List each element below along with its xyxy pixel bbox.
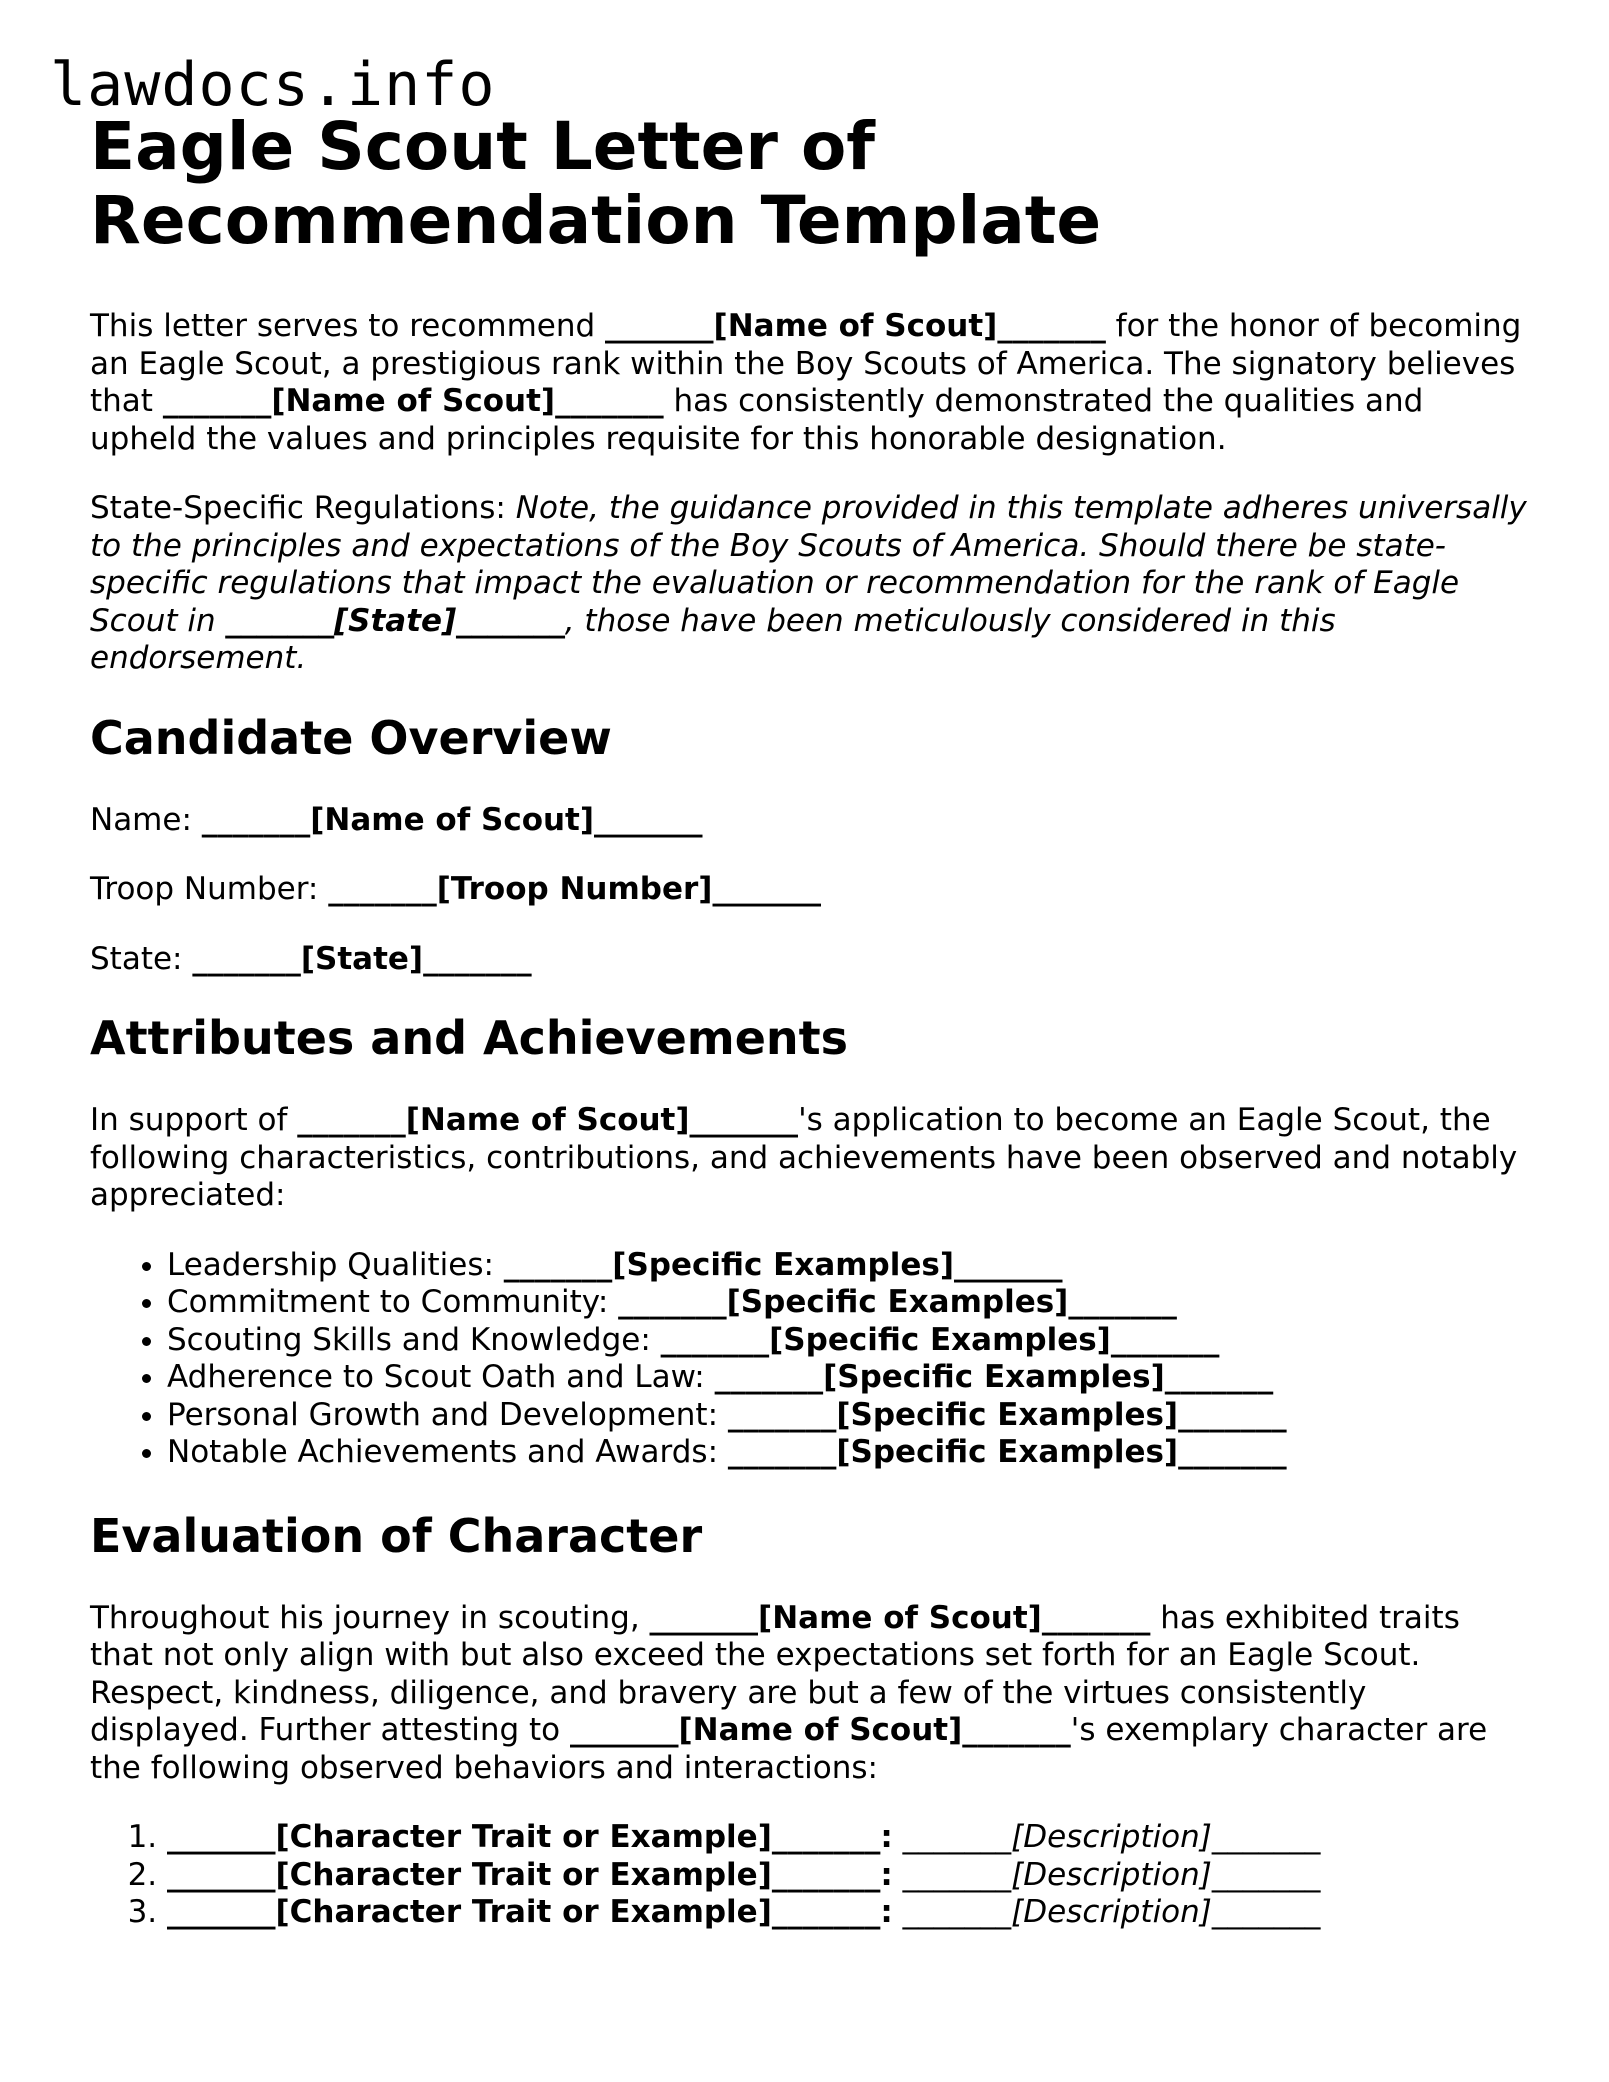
item-value: _______[Specific Examples]_______ — [618, 1284, 1177, 1320]
scout-name-field: _______[Name of Scout]_______ — [605, 308, 1106, 344]
intro-text-3: has consistently demonstrated the qualities and upheld the values and principles requisite for this honorable designation. — [90, 383, 1424, 457]
item-label: Notable Achievements and Awards: — [167, 1434, 728, 1470]
blank-line: _______ — [1211, 1894, 1321, 1930]
description-field: [Description] — [1011, 1819, 1212, 1855]
blank-line: _______ — [902, 1856, 1012, 1893]
field-label: Troop Number: — [90, 871, 329, 907]
character-text-1: Throughout his journey in scouting, — [90, 1599, 650, 1636]
list-item — [167, 1819, 1530, 1857]
attributes-text-2: 's application to become an Eagle Scout, the following characteristics, contributions, and achievements have been observed and notably appreciated: — [90, 1102, 1518, 1213]
intro-text-2: for the honor of becoming an Eagle Scout, a prestigious rank within the Boy Scouts of America. The signatory believes that — [90, 308, 1522, 419]
character-paragraph — [90, 1600, 1530, 1788]
item-label: Scouting Skills and Knowledge: — [167, 1321, 661, 1358]
description-field: [Description] — [1011, 1856, 1212, 1893]
blank-line: _______ — [1211, 1819, 1321, 1855]
item-value: _______[Specific Examples]_______ — [503, 1246, 1063, 1283]
scout-name-field: _______[Name of Scout]_______ — [162, 383, 664, 419]
intro-text-1: This letter serves to recommend — [90, 308, 606, 344]
candidate-troop-row — [90, 871, 1530, 909]
character-text-2: has exhibited traits that not only align with but also exceed the expectations set forth for an Eagle Scout. Respect, kindness, diligence, and bravery are but a few of the virtues consistently displayed. Further attesting to — [90, 1599, 1460, 1748]
scout-name-field: _______[Name of Scout]_______ — [297, 1102, 799, 1138]
state-regulations-note-end: , those have been meticulously considered in this endorsement. — [90, 602, 1336, 676]
item-value: _______[Specific Examples]_______ — [727, 1396, 1287, 1433]
list-item — [167, 1359, 1530, 1397]
page-title: Eagle Scout Letter of Recommendation Template — [90, 108, 1102, 259]
field-label: Name: — [90, 801, 202, 838]
list-item — [167, 1894, 1530, 1932]
list-item — [167, 1857, 1530, 1895]
trait-field: _______[Character Trait or Example]_______: — [167, 1894, 893, 1930]
list-item — [167, 1322, 1530, 1360]
item-label: Leadership Qualities: — [167, 1246, 504, 1283]
trait-field: _______[Character Trait or Example]_______: — [167, 1819, 893, 1855]
description-field: [Description] — [1011, 1894, 1212, 1930]
item-label: Commitment to Community: — [167, 1284, 619, 1320]
field-label: State: — [90, 940, 193, 977]
scout-name-field: _______[Name of Scout]_______ — [570, 1712, 1071, 1748]
candidate-overview-heading: Candidate Overview — [90, 710, 612, 765]
attributes-heading: Attributes and Achievements — [90, 1011, 849, 1065]
list-item — [167, 1397, 1530, 1435]
character-text-3: 's exemplary character are the following observed behaviors and interactions: — [90, 1712, 1488, 1786]
blank-line: _______ — [902, 1894, 1012, 1930]
item-value: _______[Specific Examples]_______ — [727, 1434, 1287, 1470]
state-regulations-paragraph — [90, 490, 1530, 678]
trait-field: _______[Character Trait or Example]_______: — [167, 1856, 893, 1893]
blank-line: _______ — [902, 1819, 1012, 1855]
field-value: _______[Name of Scout]_______ — [201, 801, 703, 838]
list-item — [167, 1247, 1530, 1285]
character-heading: Evaluation of Character — [90, 1508, 703, 1563]
character-list — [90, 1819, 1530, 1932]
attributes-list — [90, 1247, 1530, 1472]
state-regulations-label: State-Specific Regulations: — [90, 490, 516, 526]
attributes-paragraph — [90, 1102, 1530, 1215]
item-separator — [893, 1857, 903, 1893]
document-body — [90, 110, 1530, 1968]
item-separator — [893, 1819, 903, 1855]
list-item — [167, 1434, 1530, 1472]
attributes-text-1: In support of — [90, 1102, 298, 1138]
state-field: _______[State]_______ — [225, 602, 565, 639]
item-label: Personal Growth and Development: — [167, 1396, 728, 1433]
item-label: Adherence to Scout Oath and Law: — [167, 1359, 715, 1395]
state-regulations-note: Note, the guidance provided in this template adheres universally to the principles and expectations of the Boy Scouts of America. Should there be state-specific regulations that impact the evaluation or recommendation for the rank of Eagle Scout in — [90, 490, 1527, 639]
watermark-logo: lawdocs.info — [50, 50, 496, 120]
list-item — [167, 1284, 1530, 1322]
candidate-state-row — [90, 941, 1530, 979]
scout-name-field: _______[Name of Scout]_______ — [649, 1599, 1151, 1636]
item-value: _______[Specific Examples]_______ — [714, 1359, 1274, 1395]
field-value: _______[State]_______ — [192, 940, 532, 977]
candidate-name-row — [90, 802, 1530, 840]
blank-line: _______ — [1211, 1856, 1321, 1893]
intro-paragraph — [90, 308, 1530, 458]
item-value: _______[Specific Examples]_______ — [660, 1321, 1220, 1358]
item-separator — [893, 1894, 903, 1930]
field-value: _______[Troop Number]_______ — [328, 871, 821, 907]
